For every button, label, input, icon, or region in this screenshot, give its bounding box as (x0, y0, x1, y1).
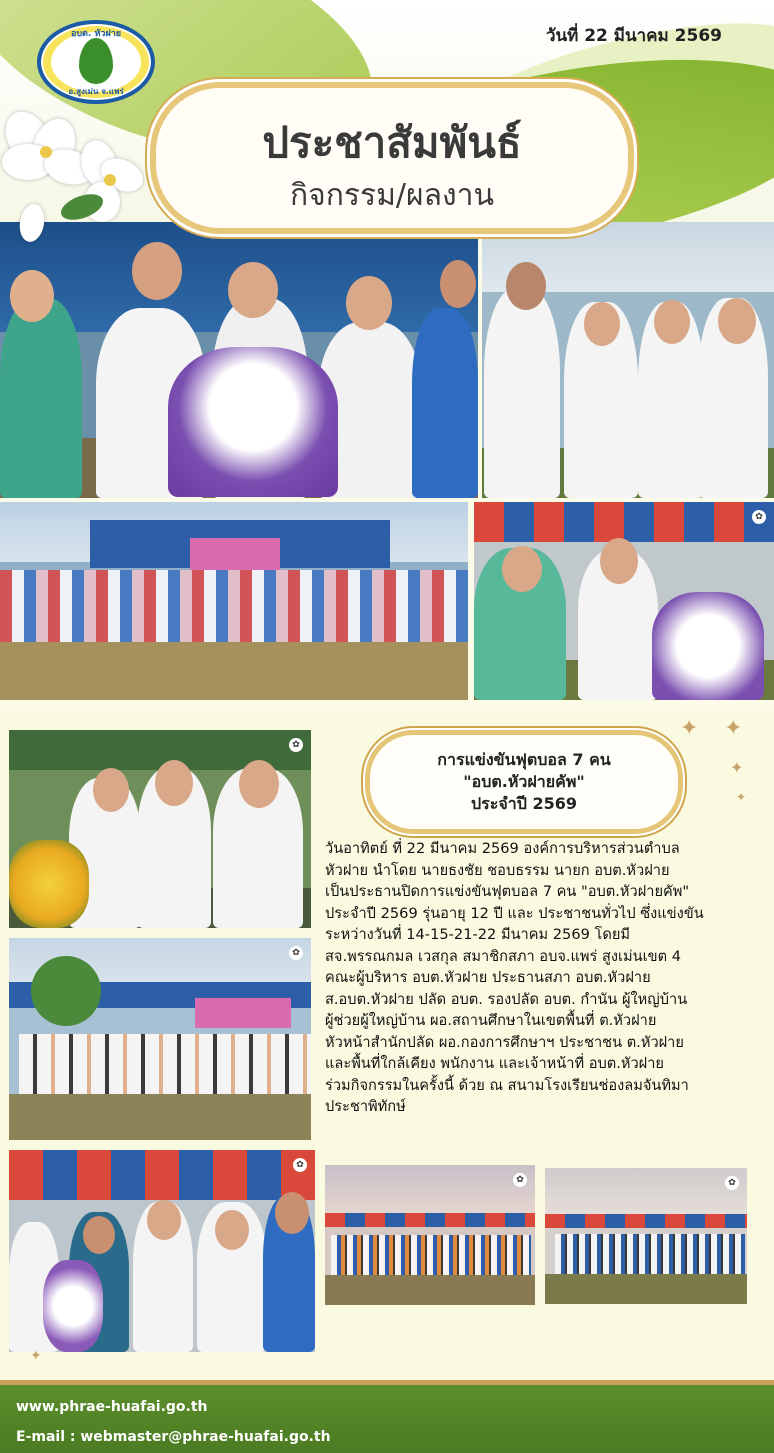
organization-logo (37, 20, 155, 104)
ribbon-icon: ✿ (289, 738, 303, 752)
description-line: คณะผู้บริหาร อบต.หัวฝาย ประธานสภา อบต.หัวฝาย (325, 969, 651, 986)
sparkle-icon: ✦ (680, 716, 699, 741)
sparkle-icon: ✦ (730, 758, 744, 777)
footer-bar (0, 1380, 774, 1453)
photo-officials-podium (0, 222, 478, 498)
ribbon-icon: ✿ (725, 1176, 739, 1190)
page-subtitle: กิจกรรม/ผลงาน (290, 178, 494, 213)
photo-speech-microphone (9, 1150, 315, 1352)
photo-team-group (0, 502, 468, 700)
post-date: วันที่ 22 มีนาคม 2569 (545, 26, 722, 46)
description-line: หัวหน้าสำนักปลัด ผอ.กองการศึกษาฯ ประชาชน ต.หัวฝาย (325, 1033, 684, 1051)
jasmine-flower-icon (0, 110, 160, 250)
flower-bouquet (168, 347, 338, 497)
page-title: ประชาสัมพันธ์ (262, 118, 522, 167)
logo-top-text: อบต. หัวฝาย (70, 29, 122, 39)
ribbon-icon: ✿ (752, 510, 766, 524)
description-line: ประชาพิทักษ์ (325, 1098, 406, 1115)
event-title-line: การแข่งขันฟุตบอล 7 คน (437, 750, 611, 769)
email-link[interactable]: E-mail : webmaster@phrae-huafai.go.th (16, 1429, 331, 1445)
photo-closing-ceremony (474, 502, 774, 700)
website-link[interactable]: www.phrae-huafai.go.th (16, 1399, 208, 1415)
ribbon-icon: ✿ (293, 1158, 307, 1172)
photo-field-lineup-1 (325, 1165, 535, 1305)
event-title-line: "อบต.หัวฝายคัพ" (463, 772, 585, 791)
sparkle-icon: ✦ (736, 790, 747, 804)
description-line: ประจำปี 2569 รุ่นอายุ 12 ปี และ ประชาชนทั่วไป ซึ่งแข่งขัน (325, 904, 704, 922)
description-line: ร่วมกิจกรรมในครั้งนี้ ด้วย ณ สนามโรงเรียนช่องลมจันทิมา (325, 1076, 689, 1094)
sparkle-icon: ✦ (30, 1348, 42, 1364)
description-line: หัวฝาย นำโดย นายธงชัย ชอบธรรม นายก อบต.หัวฝาย (325, 861, 670, 879)
bodhi-leaf-icon (79, 38, 113, 84)
ribbon-icon: ✿ (513, 1173, 527, 1187)
event-title-frame (365, 730, 683, 834)
photo-officials-standing (482, 222, 774, 498)
photo-awarded-team (9, 938, 311, 1140)
description-line: และพื้นที่ใกล้เคียง พนักงาน และเจ้าหน้าที่ อบต.หัวฝาย (325, 1055, 664, 1072)
description-line: ระหว่างวันที่ 14-15-21-22 มีนาคม 2569 โดยมี (325, 926, 631, 943)
description-line: ผู้ช่วยผู้ใหญ่บ้าน ผอ.สถานศึกษาในเขตพื้นที่ ต.หัวฝาย (325, 1012, 657, 1029)
title-frame (150, 82, 634, 234)
description-line: วันอาทิตย์ ที่ 22 มีนาคม 2569 องค์การบริหารส่วนตำบล (325, 840, 680, 857)
photo-women-officials (9, 730, 311, 928)
description-line: ส.อบต.หัวฝาย ปลัด อบต. รองปลัด อบต. กำนัน ผู้ใหญ่บ้าน (325, 990, 688, 1008)
ribbon-icon: ✿ (289, 946, 303, 960)
logo-bottom-text: อ.สูงเม่น จ.แพร่ (68, 87, 124, 96)
photo-field-lineup-2 (545, 1168, 747, 1304)
description-line: สจ.พรรณกมล เวสกุล สมาชิกสภา อบจ.แพร่ สูงเม่นเขต 4 (325, 947, 682, 965)
sparkle-icon: ✦ (724, 716, 743, 741)
event-description (325, 838, 755, 1118)
description-line: เป็นประธานปิดการแข่งขันฟุตบอล 7 คน "อบต.หัวฝายคัพ" (325, 883, 690, 900)
event-title-line: ประจำปี 2569 (471, 794, 577, 813)
